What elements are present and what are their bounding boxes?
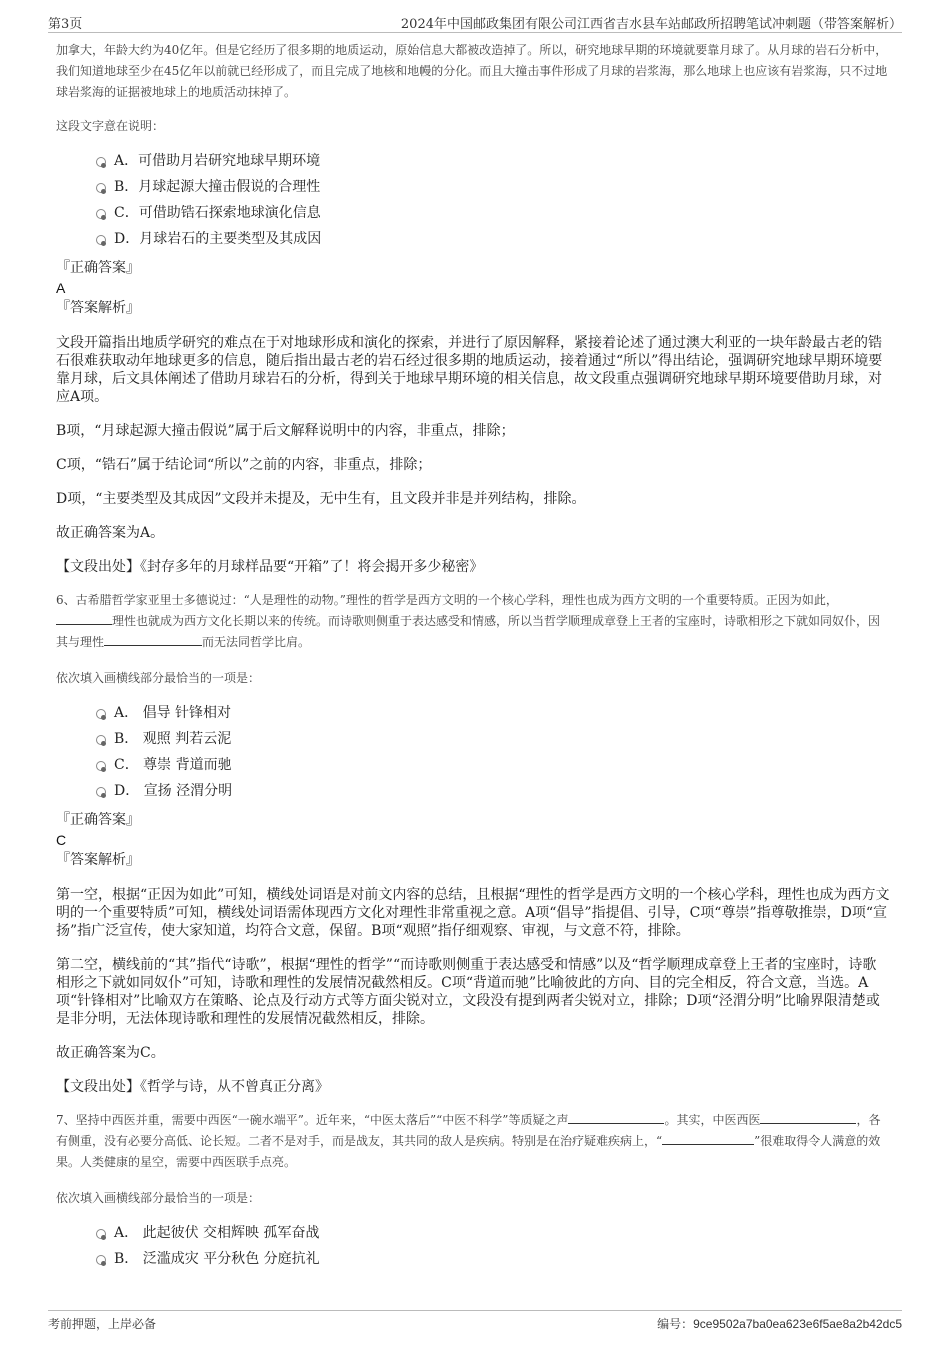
analysis-paragraph: 第一空，根据“正因为如此”可知，横线处词语是对前文内容的总结，且根据“理性的哲学是西方文明的一个核心学科，理性也成为西方文明的一个重要特质”可知，横线处词语需体现西方文化对理性非常重视之意。A项“倡导”指提倡、引导，C项“尊崇”指尊敬推崇，D项“宣扬”指广泛宣传，使大家知道，均符合文意，保留。B项“观照”指仔细观察、审视，与文意不符，排除。 — [56, 887, 890, 939]
correct-answer: A — [56, 280, 66, 296]
page-footer — [48, 1310, 902, 1333]
option-a[interactable]: A．可借助月岩研究地球早期环境 — [56, 148, 890, 174]
radio-icon[interactable] — [96, 235, 106, 245]
analysis-paragraph: 文段开篇指出地质学研究的难点在于对地球形成和演化的探索，并进行了原因解释，紧接着论述了通过澳大利亚的一块年龄最古老的锆石很难获取动年地球更多的信息，随后指出最古老的岩石经过很多期的地质运动，接着通过“所以”得出结论，强调研究地球早期环境要靠月球，后文具体阐述了借助月球岩石的分析，得到关于地球早期环境的相关信息，故文段重点强调研究地球早期环境要借助月球，对应A项。 — [56, 335, 883, 405]
source-citation: 【文段出处】《封存多年的月球样品要“开箱”了！将会揭开多少秘密》 — [56, 559, 484, 575]
analysis-conclusion: 故正确答案为C。 — [56, 1045, 165, 1061]
analysis-paragraph: B项，“月球起源大撞击假说”属于后文解释说明中的内容，非重点，排除； — [56, 423, 515, 439]
option-d[interactable]: D．月球岩石的主要类型及其成因 — [56, 226, 890, 252]
option-text: 泛滥成灾 平分秋色 分庭抗礼 — [142, 1251, 320, 1267]
footer-slogan: 考前押题，上岸必备 — [48, 1317, 157, 1331]
blank-line — [104, 633, 202, 646]
answer-label: 『正确答案』 — [56, 812, 140, 828]
analysis-label: 『答案解析』 — [56, 852, 140, 868]
analysis-paragraph: C项，“锆石”属于结论词“所以”之前的内容，非重点，排除； — [56, 457, 432, 473]
option-text: 月球岩石的主要类型及其成因 — [139, 231, 322, 247]
correct-answer: C — [56, 832, 67, 848]
option-list — [56, 700, 890, 804]
option-text: 可借助锆石探索地球演化信息 — [138, 205, 321, 221]
option-a[interactable]: A． 此起彼伏 交相辉映 孤军奋战 — [56, 1220, 890, 1246]
question-stem: 7、坚持中西医并重，需要中西医“一碗水端平”。近年来，“中医太落后”“中医不科学”等质疑之声 。其实，中医西医 ，各有侧重，没有必要分高低、论长短。二者不是对手，而是战友，其共同的敌人是疾病。特别是在治疗疑难疾病上，“ ”很难取得令人满意的效果。人类健康的星空，需要中西医联手点亮。 — [56, 1113, 881, 1169]
blank-line — [760, 1111, 856, 1124]
option-d[interactable]: D． 宣扬 泾渭分明 — [56, 778, 890, 804]
page-number: 第3页 — [48, 17, 83, 32]
option-b[interactable]: B． 泛滥成灾 平分秋色 分庭抗礼 — [56, 1246, 890, 1272]
answer-label: 『正确答案』 — [56, 260, 140, 276]
option-text: 观照 判若云泥 — [142, 731, 232, 747]
blank-line — [662, 1132, 754, 1145]
analysis-label: 『答案解析』 — [56, 300, 140, 316]
page-header — [48, 10, 902, 33]
option-c[interactable]: C． 尊崇 背道而驰 — [56, 752, 890, 778]
question-stem: 6、古希腊哲学家亚里士多德说过：“人是理性的动物。”理性的哲学是西方文明的一个核心学科，理性也成为西方文明的一个重要特质。正因为如此，理性也就成为西方文化长期以来的传统。而诗歌则侧重于表达感受和情感，所以当哲学顺理成章登上王者的宝座时，诗歌相形之下就如同奴仆，因其与理性 而无法同哲学比肩。 — [56, 593, 881, 649]
option-c[interactable]: C．可借助锆石探索地球演化信息 — [56, 200, 890, 226]
question-prompt: 这段文字意在说明： — [56, 119, 165, 133]
radio-icon[interactable] — [96, 183, 106, 193]
question-prompt: 依次填入画横线部分最恰当的一项是： — [56, 1191, 261, 1205]
blank-line — [568, 1111, 664, 1124]
radio-icon[interactable] — [96, 157, 106, 167]
radio-icon[interactable] — [96, 1255, 106, 1265]
radio-icon[interactable] — [96, 761, 106, 771]
option-text: 宣扬 泾渭分明 — [143, 783, 233, 799]
analysis-paragraph: D项，“主要类型及其成因”文段并未提及，无中生有，且文段并非是并列结构，排除。 — [56, 491, 586, 507]
document-code: 编号：9ce9502a7ba0ea623e6f5ae8a2b42dc5 — [657, 1317, 902, 1331]
radio-icon[interactable] — [96, 709, 106, 719]
option-b[interactable]: B．月球起源大撞击假说的合理性 — [56, 174, 890, 200]
option-list — [56, 1220, 890, 1272]
analysis-conclusion: 故正确答案为A。 — [56, 525, 165, 541]
option-list — [56, 148, 890, 252]
document-body — [56, 40, 890, 1272]
analysis-paragraph: 第二空，横线前的“其”指代“诗歌”，根据“理性的哲学”“而诗歌则侧重于表达感受和情感”以及“哲学顺理成章登上王者的宝座时，诗歌相形之下就如同奴仆”可知，诗歌和理性的发展情况截然相反。C项“背道而驰”比喻彼此的方向、目的完全相反，符合文意，当选。A项“针锋相对”比喻双方在策略、论点及行动方式等方面尖锐对立，文段没有提到两者尖锐对立，排除；D项“泾渭分明”比喻界限清楚或是非分明，无法体现诗歌和理性的发展情况截然相反，排除。 — [56, 957, 880, 1027]
radio-icon[interactable] — [96, 209, 106, 219]
passage-text: 加拿大，年龄大约为40亿年。但是它经历了很多期的地质运动，原始信息大都被改造掉了。所以，研究地球早期的环境就要靠月球了。从月球的岩石分析中，我们知道地球至少在45亿年以前就已经形成了，而且完成了地核和地幔的分化。而且大撞击事件形成了月球的岩浆海，那么地球上也应该有岩浆海，只不过地球岩浆海的证据被地球上的地质活动抹掉了。 — [56, 43, 888, 99]
radio-icon[interactable] — [96, 735, 106, 745]
document-title: 2024年中国邮政集团有限公司江西省吉水县车站邮政所招聘笔试冲刺题（带答案解析） — [400, 17, 902, 32]
option-text: 此起彼伏 交相辉映 孤军奋战 — [142, 1225, 320, 1241]
question-prompt: 依次填入画横线部分最恰当的一项是： — [56, 671, 261, 685]
option-b[interactable]: B． 观照 判若云泥 — [56, 726, 890, 752]
option-text: 可借助月岩研究地球早期环境 — [138, 153, 321, 169]
source-citation: 【文段出处】《哲学与诗，从不曾真正分离》 — [56, 1079, 329, 1095]
radio-icon[interactable] — [96, 1229, 106, 1239]
option-a[interactable]: A． 倡导 针锋相对 — [56, 700, 890, 726]
option-text: 月球起源大撞击假说的合理性 — [138, 179, 321, 195]
blank-line — [56, 612, 112, 625]
option-text: 尊崇 背道而驰 — [143, 757, 232, 773]
option-text: 倡导 针锋相对 — [142, 705, 232, 721]
radio-icon[interactable] — [96, 787, 106, 797]
